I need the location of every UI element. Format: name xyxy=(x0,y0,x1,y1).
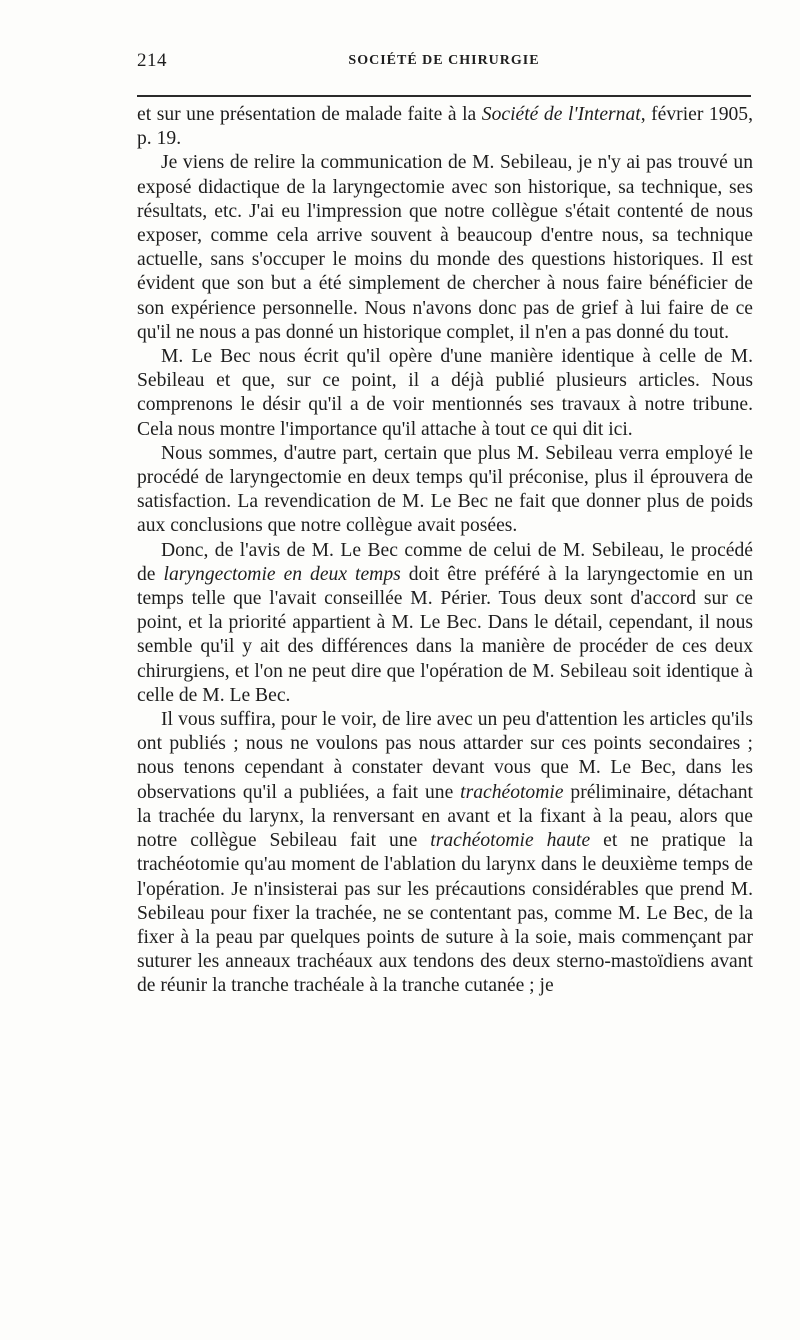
running-head: SOCIÉTÉ DE CHIRURGIE xyxy=(348,53,540,68)
paragraph xyxy=(137,345,753,442)
text-segment: Donc, de l'avis de M. Le Bec comme de celui de M. Sebileau, le procédé de xyxy=(137,539,753,585)
paragraph xyxy=(137,151,753,345)
page-number: 214 xyxy=(137,50,167,71)
paragraph xyxy=(137,442,753,539)
text-segment: et sur une présentation de malade faite à la xyxy=(137,104,482,125)
italic-text: trachéotomie xyxy=(460,781,564,803)
paragraph xyxy=(137,708,753,998)
italic-text: Société de l'Internat xyxy=(481,104,641,125)
text-segment: doit être préféré à la laryngectomie en un temps telle que l'avait conseillée M. Périer. Tous deux sont d'accord sur ce point, et la priorité appartient à M. Le Bec. Dans le détail, cependant, il nous semble qu'il y ait des différences dans la manière de procéder de ces deux chirurgiens, et l'on ne peut dire que l'opération de M. Sebileau soit identique à celle de M. Le Bec. xyxy=(137,563,753,706)
header-rule xyxy=(137,95,751,97)
body-text xyxy=(137,103,753,999)
text-segment: , février 1905, p. 19. xyxy=(137,104,753,150)
text-segment: et ne pratique la trachéotomie qu'au moment de l'ablation du larynx dans le deuxième temps de l'opération. Je n'insisterai pas sur les précautions considérables que prend M. Sebileau pour fixer la trachée, ne se contentant pas, comme M. Le Bec, de la fixer à la peau par quelques points de suture à la soie, mais commençant par suturer les anneaux trachéaux aux tendons des deux sterno-mastoïdiens avant de réunir la tranche trachéale à la tranche cutanée ; je xyxy=(137,830,753,997)
text-segment: M. Le Bec nous écrit qu'il opère d'une manière identique à celle de M. Sebileau et que, sur ce point, il a déjà publié plusieurs articles. Nous comprenons le désir qu'il a de voir mentionnés ses travaux à notre tribune. Cela nous montre l'importance qu'il attache à tout ce qui dit ici. xyxy=(137,346,753,440)
text-segment: Il vous suffira, pour le voir, de lire avec un peu d'attention les articles qu'ils ont publiés ; nous ne voulons pas nous attarder sur ces points secondaires ; nous tenons cependant à constater devant vous que M. Le Bec, dans les observations qu'il a publiées, a fait une xyxy=(137,709,753,803)
page-header xyxy=(137,50,751,76)
text-segment: Je viens de relire la communication de M. Sebileau, je n'y ai pas trouvé un exposé didactique de la laryngectomie avec son historique, sa technique, ses résultats, etc. J'ai eu l'impression que notre collègue s'était contenté de nous exposer, comme cela arrive souvent à beaucoup d'entre nous, sa technique actuelle, sans s'occuper le moins du monde des questions historiques. Il est évident que son but a été simplement de chercher à nous faire bénéficier de son expérience personnelle. Nous n'avons donc pas de grief à lui faire de ce qu'il ne nous a pas donné un historique complet, il n'en a pas donné du tout. xyxy=(137,152,753,343)
paragraph xyxy=(137,103,753,151)
italic-text: trachéotomie haute xyxy=(430,830,591,852)
text-segment: préliminaire, détachant la trachée du larynx, la renversant en avant et la fixant à la peau, alors que notre collègue Sebileau fait une xyxy=(137,781,753,852)
paragraph xyxy=(137,539,753,708)
text-segment: Nous sommes, d'autre part, certain que plus M. Sebileau verra employé le procédé de laryngectomie en deux temps qu'il préconise, plus il éprouvera de satisfaction. La revendication de M. Le Bec ne fait que donner plus de poids aux conclusions que notre collègue avait posées. xyxy=(137,442,753,537)
italic-text: laryngectomie en deux temps xyxy=(163,563,401,585)
